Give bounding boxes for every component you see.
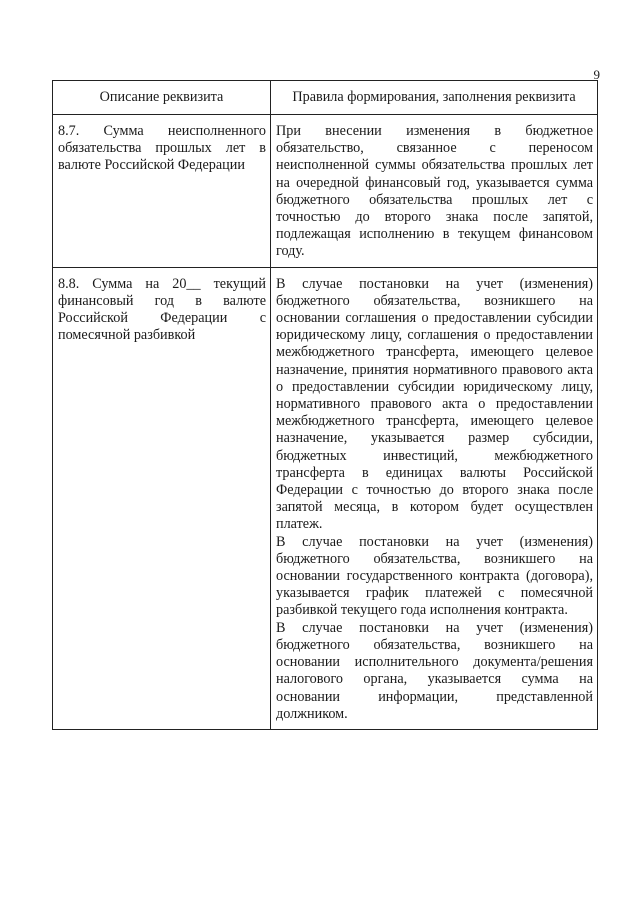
table-header-row (53, 81, 598, 115)
row-description: 8.7. Сумма неисполненного обязательства прошлых лет в валюте Российской Федерации (53, 115, 271, 268)
table-row (53, 267, 598, 729)
rule-paragraph: В случае постановки на учет (изменения) бюджетного обязательства, возникшего на основании государственного контракта (договора), указывается график платежей с помесячной разбивкой текущего года исполнения контракта. (276, 533, 593, 619)
rule-paragraph: В случае постановки на учет (изменения) бюджетного обязательства, возникшего на основании соглашения о предоставлении субсидии юридическому лицу, соглашения о предоставлении межбюджетного трансферта, имеющего целевое назначение, принятия нормативного правового акта о предоставлении субсидии юридическому лицу, нормативного правового акта о предоставлении межбюджетного трансферта, имеющего целевое назначение, указывается размер субсидии, бюджетных инвестиций, межбюджетного трансферта в единицах валюты Российской Федерации с точностью до второго знака после запятой месяца, в котором будет осуществлен платеж. (276, 275, 593, 533)
header-description: Описание реквизита (53, 81, 271, 115)
table-row (53, 115, 598, 268)
page-number: 9 (593, 67, 600, 82)
rule-paragraph: В случае постановки на учет (изменения) бюджетного обязательства, возникшего на основании исполнительного документа/решения налогового органа, указывается сумма на основании информации, представленной должником. (276, 619, 593, 722)
header-rules: Правила формирования, заполнения реквизита (271, 81, 598, 115)
row-description: 8.8. Сумма на 20__ текущий финансовый год в валюте Российской Федерации с помесячной разбивкой (53, 267, 271, 729)
row-rules (271, 115, 598, 268)
requisites-table (52, 80, 598, 730)
rule-paragraph: При внесении изменения в бюджетное обязательство, связанное с переносом неисполненной суммы обязательства прошлых лет на очередной финансовый год, указывается сумма бюджетного обязательства прошлых лет с точностью до второго знака после запятой, подлежащая исполнению в текущем финансовом году. (276, 123, 593, 260)
row-rules (271, 267, 598, 729)
